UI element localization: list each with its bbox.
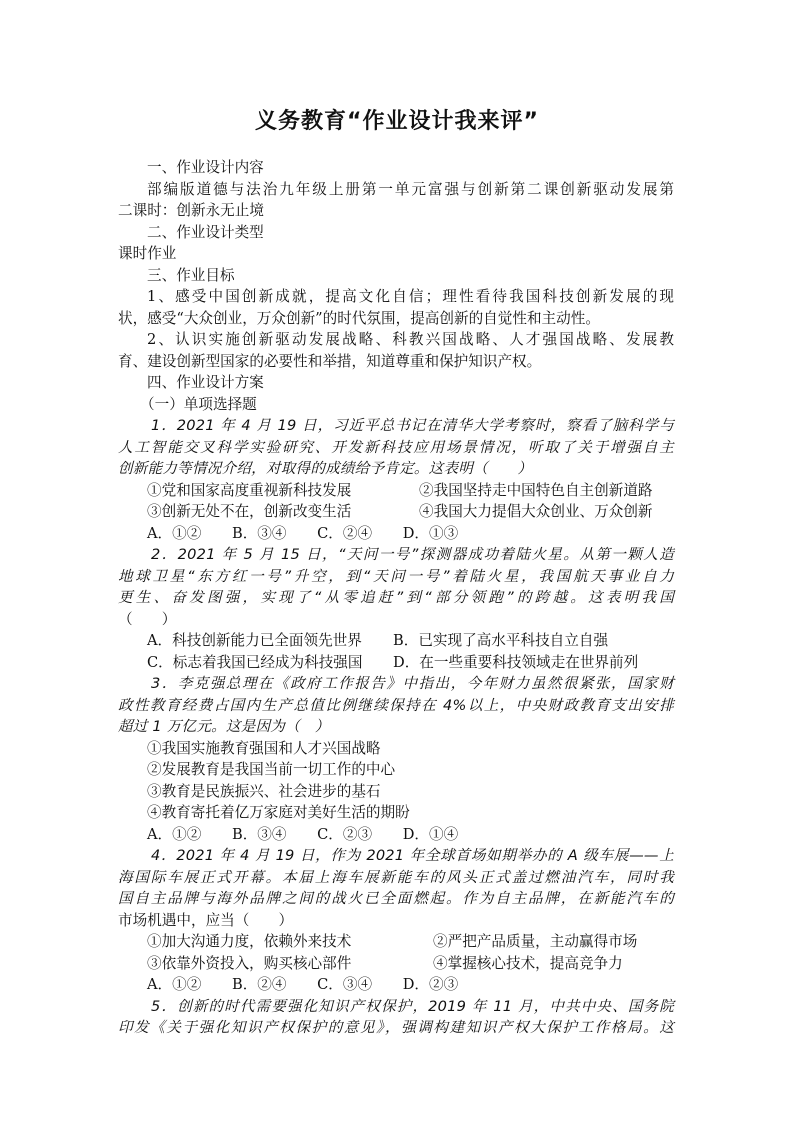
choice-c: C．②③ — [317, 825, 373, 843]
option-item: ④我国大力提倡大众创业、万众创新 — [419, 503, 653, 520]
choice-a: A．①② — [147, 825, 202, 843]
option-item: ③依靠外资投入，购买核心部件 — [147, 954, 352, 972]
page-title: 义务教育“作业设计我来评” — [255, 109, 539, 134]
question-line: 5．创新的时代需要强化知识产权保护，2019 年 11 月，中共中央、国务院 — [151, 997, 674, 1015]
option-item: ①我国实施教育强国和人才兴国战略 — [147, 739, 381, 757]
paragraph-line: 1、感受中国创新成就，提高文化自信；理性看待我国科技创新发展的现 — [147, 288, 674, 305]
question-text: 创新能力等情况介绍，对取得的成绩给予肯定。这表明（ ） — [118, 460, 533, 477]
paragraph-line: 二课时：创新永无止境 — [118, 202, 264, 219]
choice-a: A．①② — [147, 524, 202, 542]
answer-choices — [118, 523, 674, 545]
option-row — [118, 652, 674, 674]
option-item: ①党和国家高度重视新科技发展 — [147, 481, 352, 499]
question-line: 4．2021 年 4 月 19 日，作为 2021 年全球首场如期举办的 A 级车展——上 — [151, 847, 674, 864]
question-line: 政性教育经费占国内生产总值比例继续保持在 4%以上，中央财政教育支出安排 — [118, 696, 674, 714]
choice-d: D．①④ — [402, 825, 459, 843]
option-item: ①加大沟通力度，依赖外来技术 — [147, 933, 352, 950]
choice-b: B．已实现了高水平科技自立自强 — [393, 632, 609, 649]
option-row — [118, 931, 674, 953]
question-line: 国自主品牌与海外品牌之间的战火已全面燃起。作为自主品牌，在新能汽车的 — [118, 890, 674, 907]
question-line — [118, 458, 674, 480]
choice-a: A．①② — [147, 976, 202, 993]
paragraph-line: 部编版道德与法治九年级上册第一单元富强与创新第二课创新驱动发展第 — [147, 180, 674, 198]
question-line: 市场机遇中，应当（ ） — [118, 911, 294, 929]
choice-b: B．②④ — [231, 976, 287, 993]
question-line: 印发《关于强化知识产权保护的意见》，强调构建知识产权大保护工作格局。这 — [118, 1019, 674, 1036]
question-line: 3．李克强总理在《政府工作报告》中指出，今年财力虽然很紧张，国家财 — [151, 675, 674, 692]
option-item: ③创新无处不在，创新改变生活 — [147, 503, 352, 520]
question-line: （ ） — [118, 610, 177, 628]
choice-d: D．在一些重要科技领域走在世界前列 — [393, 653, 639, 671]
choice-b: B．③④ — [231, 524, 287, 542]
option-item: ③教育是民族振兴、社会进步的基石 — [147, 782, 381, 800]
question-line: 1．2021 年 4 月 19 日，习近平总书记在清华大学考察时，察看了脑科学与 — [151, 417, 674, 434]
choice-c: C．②④ — [317, 524, 373, 542]
choice-c: C．③④ — [317, 976, 373, 993]
choice-d: D．②③ — [402, 976, 459, 993]
choice-a: A．科技创新能力已全面领先世界 — [147, 632, 362, 649]
option-item: ④教育寄托着亿万家庭对美好生活的期盼 — [147, 804, 410, 821]
option-row — [118, 630, 674, 652]
question-line: 人工智能交叉科学实验研究、开发新科技应用场景情况，听取了关于增强自主 — [118, 438, 674, 456]
paragraph-line: 2、认识实施创新驱动发展战略、科教兴国战略、人才强国战略、发展教 — [147, 331, 674, 348]
answer-choices — [118, 974, 674, 996]
option-item: ②我国坚持走中国特色自主创新道路 — [419, 481, 653, 499]
subsection-heading: （一）单项选择题 — [140, 395, 257, 413]
section-heading: 三、作业目标 — [147, 266, 235, 284]
question-line — [118, 716, 674, 738]
paragraph-line: 课时作业 — [118, 245, 177, 262]
section-heading: 二、作业设计类型 — [147, 223, 264, 241]
choice-b: B．③④ — [231, 825, 287, 843]
question-line: 海国际车展正式开幕。本届上海车展新能车的风头正式盖过燃油汽车，同时我 — [118, 868, 674, 886]
option-item: ④掌握核心技术，提高竞争力 — [433, 954, 623, 972]
choice-d: D．①③ — [402, 524, 459, 542]
option-row — [118, 480, 674, 502]
question-text: 超过 1 万亿元。这是因为（ ） — [118, 718, 330, 735]
paragraph-line: 状，感受“大众创业，万众创新”的时代氛围，提高创新的自觉性和主动性。 — [118, 309, 600, 327]
answer-choices — [118, 824, 674, 846]
paragraph-line: 育、建设创新型国家的必要性和举措，知道尊重和保护知识产权。 — [118, 352, 542, 370]
option-row — [118, 501, 674, 523]
option-row — [118, 953, 674, 975]
question-line: 更生、奋发图强，实现了“从零追赶”到“部分领跑”的跨越。这表明我国 — [118, 589, 674, 606]
choice-c: C．标志着我国已经成为科技强国 — [147, 653, 363, 671]
question-line: 地球卫星“东方红一号”升空，到“天问一号”着陆火星，我国航天事业自力 — [118, 567, 674, 585]
section-heading: 四、作业设计方案 — [147, 374, 264, 391]
question-line: 2．2021 年 5 月 15 日，“天问一号”探测器成功着陆火星。从第一颗人造 — [151, 546, 674, 563]
option-item: ②严把产品质量，主动赢得市场 — [433, 933, 638, 950]
option-item: ②发展教育是我国当前一切工作的中心 — [147, 761, 396, 778]
document-body — [118, 157, 674, 1039]
section-heading: 一、作业设计内容 — [147, 159, 264, 176]
